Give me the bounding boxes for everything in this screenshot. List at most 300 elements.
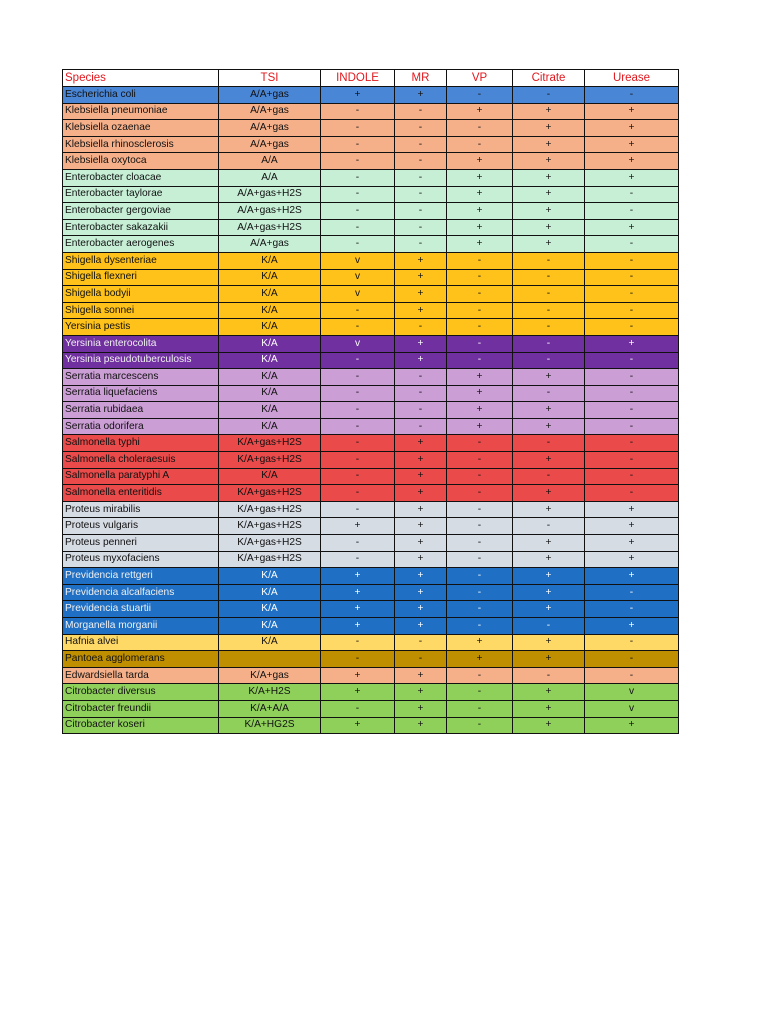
cell-indole: -	[321, 203, 395, 220]
cell-citrate: +	[513, 369, 585, 386]
cell-indole: v	[321, 286, 395, 303]
cell-tsi: K/A+gas+H2S	[219, 485, 321, 502]
cell-indole: -	[321, 219, 395, 236]
cell-vp: -	[447, 468, 513, 485]
cell-citrate: -	[513, 302, 585, 319]
cell-citrate: -	[513, 435, 585, 452]
cell-tsi: K/A	[219, 302, 321, 319]
cell-citrate: +	[513, 700, 585, 717]
cell-mr: +	[395, 667, 447, 684]
cell-tsi: A/A+gas+H2S	[219, 219, 321, 236]
cell-indole: -	[321, 700, 395, 717]
cell-vp: -	[447, 700, 513, 717]
cell-mr: +	[395, 302, 447, 319]
header-vp: VP	[447, 70, 513, 87]
cell-species: Klebsiella ozaenae	[63, 120, 219, 137]
header-indole: INDOLE	[321, 70, 395, 87]
cell-indole: -	[321, 153, 395, 170]
cell-urease: -	[585, 87, 679, 104]
cell-tsi: K/A	[219, 418, 321, 435]
cell-vp: -	[447, 87, 513, 104]
cell-mr: +	[395, 584, 447, 601]
cell-tsi: K/A	[219, 468, 321, 485]
cell-urease: -	[585, 418, 679, 435]
table-body	[63, 87, 679, 734]
cell-urease: -	[585, 269, 679, 286]
cell-tsi: K/A	[219, 286, 321, 303]
cell-mr: -	[395, 219, 447, 236]
cell-species: Yersinia pseudotuberculosis	[63, 352, 219, 369]
cell-species: Serratia rubidaea	[63, 402, 219, 419]
cell-urease: -	[585, 601, 679, 618]
cell-citrate: -	[513, 87, 585, 104]
cell-vp: -	[447, 535, 513, 552]
cell-species: Enterobacter gergoviae	[63, 203, 219, 220]
cell-indole: +	[321, 618, 395, 635]
cell-tsi: K/A+gas+H2S	[219, 501, 321, 518]
cell-tsi: A/A+gas	[219, 136, 321, 153]
header-citrate: Citrate	[513, 70, 585, 87]
cell-citrate: -	[513, 269, 585, 286]
cell-urease: -	[585, 634, 679, 651]
cell-citrate: +	[513, 584, 585, 601]
cell-urease: +	[585, 551, 679, 568]
cell-indole: +	[321, 518, 395, 535]
cell-urease: -	[585, 651, 679, 668]
cell-citrate: +	[513, 169, 585, 186]
cell-citrate: +	[513, 634, 585, 651]
cell-species: Citrobacter koseri	[63, 717, 219, 734]
cell-mr: -	[395, 203, 447, 220]
cell-vp: -	[447, 618, 513, 635]
cell-citrate: -	[513, 667, 585, 684]
cell-vp: -	[447, 136, 513, 153]
cell-tsi: K/A	[219, 319, 321, 336]
cell-citrate: +	[513, 219, 585, 236]
cell-vp: +	[447, 103, 513, 120]
cell-citrate: -	[513, 319, 585, 336]
cell-vp: -	[447, 684, 513, 701]
cell-tsi: K/A	[219, 352, 321, 369]
cell-citrate: +	[513, 568, 585, 585]
cell-tsi: K/A	[219, 618, 321, 635]
cell-urease: -	[585, 203, 679, 220]
table-row	[63, 684, 679, 701]
cell-mr: -	[395, 369, 447, 386]
table-row	[63, 601, 679, 618]
cell-species: Proteus vulgaris	[63, 518, 219, 535]
cell-citrate: +	[513, 236, 585, 253]
biochemical-tests-table	[62, 69, 679, 734]
cell-urease: -	[585, 302, 679, 319]
cell-mr: -	[395, 236, 447, 253]
cell-vp: +	[447, 634, 513, 651]
cell-tsi: K/A+gas+H2S	[219, 452, 321, 469]
cell-species: Shigella flexneri	[63, 269, 219, 286]
cell-vp: -	[447, 667, 513, 684]
table-row	[63, 269, 679, 286]
cell-indole: -	[321, 418, 395, 435]
cell-vp: -	[447, 568, 513, 585]
cell-tsi: K/A	[219, 369, 321, 386]
cell-mr: -	[395, 402, 447, 419]
cell-mr: -	[395, 103, 447, 120]
cell-citrate: -	[513, 518, 585, 535]
cell-species: Hafnia alvei	[63, 634, 219, 651]
cell-urease: v	[585, 684, 679, 701]
table-row	[63, 286, 679, 303]
table-row	[63, 717, 679, 734]
cell-tsi: K/A	[219, 269, 321, 286]
cell-tsi: K/A	[219, 402, 321, 419]
table-row	[63, 435, 679, 452]
cell-indole: -	[321, 468, 395, 485]
cell-tsi: A/A+gas	[219, 87, 321, 104]
cell-urease: -	[585, 236, 679, 253]
cell-vp: -	[447, 435, 513, 452]
table-row	[63, 186, 679, 203]
cell-species: Pantoea agglomerans	[63, 651, 219, 668]
cell-indole: -	[321, 352, 395, 369]
cell-tsi: A/A+gas+H2S	[219, 186, 321, 203]
cell-citrate: +	[513, 501, 585, 518]
table-row	[63, 452, 679, 469]
cell-species: Yersinia pestis	[63, 319, 219, 336]
cell-citrate: +	[513, 535, 585, 552]
cell-species: Shigella dysenteriae	[63, 252, 219, 269]
cell-mr: +	[395, 684, 447, 701]
cell-indole: -	[321, 385, 395, 402]
cell-citrate: +	[513, 717, 585, 734]
cell-urease: +	[585, 169, 679, 186]
cell-citrate: +	[513, 485, 585, 502]
cell-mr: +	[395, 518, 447, 535]
cell-mr: -	[395, 385, 447, 402]
table-row	[63, 651, 679, 668]
table-row	[63, 568, 679, 585]
cell-urease: +	[585, 518, 679, 535]
cell-citrate: +	[513, 153, 585, 170]
table-row	[63, 252, 679, 269]
cell-indole: -	[321, 402, 395, 419]
cell-urease: -	[585, 385, 679, 402]
cell-vp: +	[447, 402, 513, 419]
cell-indole: v	[321, 335, 395, 352]
cell-citrate: +	[513, 452, 585, 469]
cell-indole: -	[321, 435, 395, 452]
table-row	[63, 634, 679, 651]
cell-mr: -	[395, 418, 447, 435]
cell-urease: -	[585, 369, 679, 386]
cell-vp: -	[447, 551, 513, 568]
cell-citrate: -	[513, 252, 585, 269]
cell-tsi: A/A	[219, 153, 321, 170]
cell-vp: +	[447, 369, 513, 386]
table-row	[63, 203, 679, 220]
cell-species: Enterobacter aerogenes	[63, 236, 219, 253]
cell-tsi: A/A+gas	[219, 236, 321, 253]
cell-urease: +	[585, 717, 679, 734]
cell-tsi: K/A+H2S	[219, 684, 321, 701]
cell-mr: -	[395, 186, 447, 203]
cell-urease: -	[585, 319, 679, 336]
table-row	[63, 667, 679, 684]
cell-species: Proteus myxofaciens	[63, 551, 219, 568]
cell-citrate: +	[513, 186, 585, 203]
cell-citrate: -	[513, 286, 585, 303]
cell-species: Morganella morganii	[63, 618, 219, 635]
cell-indole: -	[321, 501, 395, 518]
table-row	[63, 700, 679, 717]
cell-tsi: K/A	[219, 634, 321, 651]
cell-vp: +	[447, 203, 513, 220]
cell-mr: +	[395, 452, 447, 469]
cell-mr: +	[395, 435, 447, 452]
table-row	[63, 169, 679, 186]
cell-citrate: +	[513, 103, 585, 120]
cell-indole: +	[321, 684, 395, 701]
cell-tsi: K/A	[219, 584, 321, 601]
cell-species: Enterobacter taylorae	[63, 186, 219, 203]
table-row	[63, 402, 679, 419]
cell-indole: +	[321, 667, 395, 684]
cell-urease: -	[585, 186, 679, 203]
cell-species: Serratia odorifera	[63, 418, 219, 435]
cell-indole: v	[321, 252, 395, 269]
cell-citrate: -	[513, 618, 585, 635]
cell-urease: +	[585, 120, 679, 137]
cell-species: Edwardsiella tarda	[63, 667, 219, 684]
cell-citrate: +	[513, 136, 585, 153]
cell-citrate: +	[513, 402, 585, 419]
table-row	[63, 501, 679, 518]
cell-mr: -	[395, 136, 447, 153]
cell-urease: v	[585, 700, 679, 717]
header-mr: MR	[395, 70, 447, 87]
cell-tsi: A/A	[219, 169, 321, 186]
cell-indole: +	[321, 87, 395, 104]
cell-species: Shigella sonnei	[63, 302, 219, 319]
cell-urease: -	[585, 452, 679, 469]
cell-mr: +	[395, 269, 447, 286]
cell-mr: +	[395, 485, 447, 502]
table-row	[63, 551, 679, 568]
cell-species: Salmonella enteritidis	[63, 485, 219, 502]
cell-species: Citrobacter freundii	[63, 700, 219, 717]
cell-species: Salmonella choleraesuis	[63, 452, 219, 469]
cell-mr: +	[395, 335, 447, 352]
table-row	[63, 618, 679, 635]
cell-vp: -	[447, 286, 513, 303]
cell-urease: +	[585, 219, 679, 236]
cell-mr: -	[395, 153, 447, 170]
cell-indole: -	[321, 186, 395, 203]
cell-vp: -	[447, 269, 513, 286]
cell-mr: -	[395, 651, 447, 668]
cell-urease: +	[585, 136, 679, 153]
cell-vp: -	[447, 302, 513, 319]
cell-tsi: K/A	[219, 385, 321, 402]
cell-mr: +	[395, 535, 447, 552]
cell-mr: -	[395, 634, 447, 651]
table-row	[63, 485, 679, 502]
header-species: Species	[63, 70, 219, 87]
table-row	[63, 418, 679, 435]
cell-citrate: +	[513, 601, 585, 618]
cell-citrate: -	[513, 468, 585, 485]
cell-citrate: -	[513, 352, 585, 369]
cell-species: Proteus mirabilis	[63, 501, 219, 518]
cell-species: Previdencia alcalfaciens	[63, 584, 219, 601]
cell-tsi: K/A	[219, 568, 321, 585]
cell-vp: +	[447, 418, 513, 435]
cell-tsi: K/A	[219, 252, 321, 269]
cell-mr: +	[395, 252, 447, 269]
cell-vp: -	[447, 120, 513, 137]
cell-vp: -	[447, 501, 513, 518]
cell-species: Proteus penneri	[63, 535, 219, 552]
cell-vp: -	[447, 319, 513, 336]
cell-vp: -	[447, 252, 513, 269]
cell-urease: +	[585, 501, 679, 518]
cell-indole: -	[321, 485, 395, 502]
table-row	[63, 103, 679, 120]
cell-tsi: A/A+gas	[219, 103, 321, 120]
cell-species: Enterobacter sakazakii	[63, 219, 219, 236]
cell-vp: -	[447, 485, 513, 502]
biochemical-table-sheet	[62, 69, 678, 734]
cell-mr: +	[395, 87, 447, 104]
cell-tsi: A/A+gas	[219, 120, 321, 137]
table-row	[63, 236, 679, 253]
cell-mr: +	[395, 700, 447, 717]
cell-species: Citrobacter diversus	[63, 684, 219, 701]
cell-mr: +	[395, 568, 447, 585]
cell-urease: -	[585, 252, 679, 269]
cell-citrate: +	[513, 651, 585, 668]
cell-tsi: K/A+gas+H2S	[219, 551, 321, 568]
cell-indole: -	[321, 236, 395, 253]
cell-indole: -	[321, 319, 395, 336]
cell-species: Klebsiella rhinosclerosis	[63, 136, 219, 153]
cell-species: Previdencia stuartii	[63, 601, 219, 618]
cell-urease: +	[585, 153, 679, 170]
cell-tsi: K/A+gas+H2S	[219, 535, 321, 552]
table-row	[63, 219, 679, 236]
cell-tsi: K/A+gas+H2S	[219, 435, 321, 452]
header-urease: Urease	[585, 70, 679, 87]
cell-vp: -	[447, 352, 513, 369]
cell-tsi: K/A+A/A	[219, 700, 321, 717]
table-row	[63, 302, 679, 319]
table-row	[63, 136, 679, 153]
cell-tsi: K/A	[219, 335, 321, 352]
table-row	[63, 153, 679, 170]
table-row	[63, 369, 679, 386]
cell-species: Klebsiella pneumoniae	[63, 103, 219, 120]
cell-tsi: A/A+gas+H2S	[219, 203, 321, 220]
cell-mr: -	[395, 169, 447, 186]
cell-citrate: +	[513, 120, 585, 137]
cell-citrate: +	[513, 418, 585, 435]
table-row	[63, 87, 679, 104]
cell-urease: +	[585, 103, 679, 120]
cell-species: Enterobacter cloacae	[63, 169, 219, 186]
header-row	[63, 70, 679, 87]
cell-vp: -	[447, 584, 513, 601]
cell-urease: -	[585, 468, 679, 485]
cell-urease: -	[585, 435, 679, 452]
cell-vp: +	[447, 385, 513, 402]
cell-mr: +	[395, 551, 447, 568]
cell-indole: -	[321, 651, 395, 668]
table-row	[63, 120, 679, 137]
cell-urease: +	[585, 618, 679, 635]
cell-citrate: -	[513, 385, 585, 402]
cell-urease: +	[585, 535, 679, 552]
cell-indole: -	[321, 551, 395, 568]
cell-vp: -	[447, 717, 513, 734]
cell-tsi: K/A+gas+H2S	[219, 518, 321, 535]
cell-mr: +	[395, 286, 447, 303]
cell-species: Previdencia rettgeri	[63, 568, 219, 585]
cell-vp: -	[447, 601, 513, 618]
cell-vp: +	[447, 236, 513, 253]
cell-indole: +	[321, 584, 395, 601]
cell-vp: +	[447, 169, 513, 186]
cell-urease: -	[585, 286, 679, 303]
cell-urease: +	[585, 568, 679, 585]
table-row	[63, 335, 679, 352]
cell-mr: -	[395, 319, 447, 336]
cell-indole: +	[321, 601, 395, 618]
cell-indole: -	[321, 136, 395, 153]
cell-indole: +	[321, 568, 395, 585]
cell-citrate: +	[513, 684, 585, 701]
cell-vp: +	[447, 651, 513, 668]
cell-urease: -	[585, 485, 679, 502]
cell-indole: -	[321, 103, 395, 120]
cell-indole: -	[321, 120, 395, 137]
table-row	[63, 518, 679, 535]
table-row	[63, 352, 679, 369]
cell-species: Shigella bodyii	[63, 286, 219, 303]
cell-species: Salmonella paratyphi A	[63, 468, 219, 485]
cell-indole: -	[321, 535, 395, 552]
cell-mr: +	[395, 717, 447, 734]
cell-urease: -	[585, 667, 679, 684]
cell-species: Salmonella typhi	[63, 435, 219, 452]
cell-citrate: -	[513, 335, 585, 352]
table-row	[63, 385, 679, 402]
cell-indole: -	[321, 169, 395, 186]
cell-urease: -	[585, 402, 679, 419]
cell-species: Serratia marcescens	[63, 369, 219, 386]
cell-mr: +	[395, 352, 447, 369]
cell-indole: -	[321, 634, 395, 651]
cell-tsi: K/A+gas	[219, 667, 321, 684]
cell-citrate: +	[513, 203, 585, 220]
cell-mr: +	[395, 501, 447, 518]
cell-vp: -	[447, 518, 513, 535]
cell-urease: -	[585, 352, 679, 369]
cell-tsi: K/A	[219, 601, 321, 618]
table-row	[63, 319, 679, 336]
cell-tsi: K/A+HG2S	[219, 717, 321, 734]
cell-indole: v	[321, 269, 395, 286]
cell-indole: +	[321, 717, 395, 734]
cell-vp: +	[447, 219, 513, 236]
